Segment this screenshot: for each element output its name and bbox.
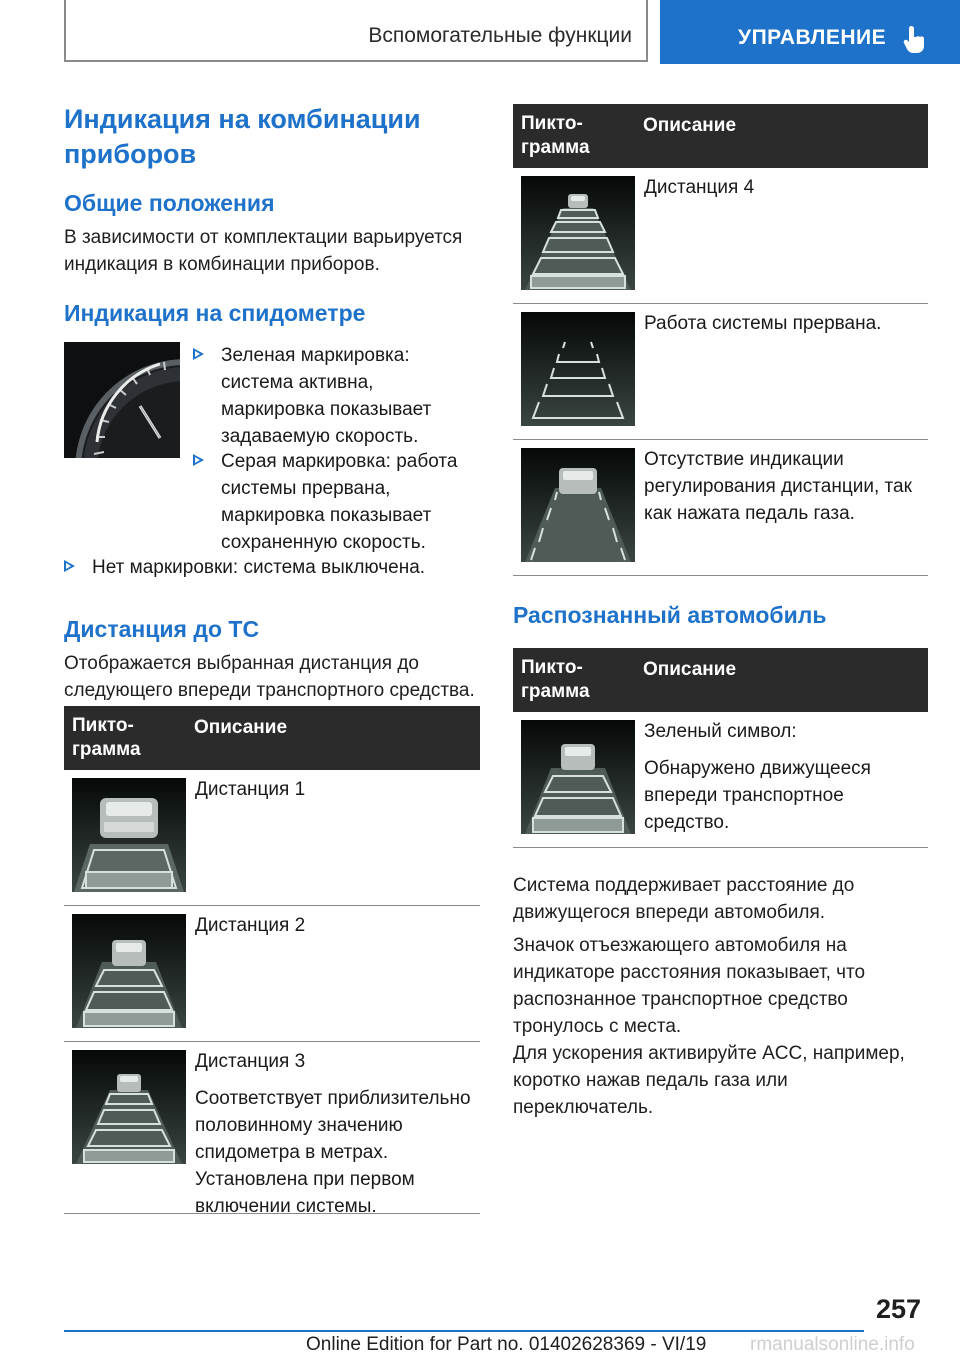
recognized-table-header — [513, 648, 928, 712]
header-chapter — [660, 0, 960, 64]
recognized-desc — [644, 718, 924, 846]
col-pictogram-label: Пикто-грамма — [72, 715, 141, 760]
header-section — [64, 0, 648, 62]
header-chapter-label: УПРАВЛЕНИЕ — [738, 26, 887, 49]
speedometer-image — [64, 342, 180, 458]
general-heading: Общие положения — [64, 190, 275, 216]
gas-pedal-desc — [644, 446, 924, 537]
row-text: Дистанция 4 — [644, 177, 755, 198]
gas-pedal-pictogram — [521, 448, 635, 562]
row-text: Отсутствие индикации регулирования дистанции, так как нажата педаль газа. — [644, 449, 912, 524]
col-pictogram-label: Пикто-грамма — [521, 657, 590, 702]
edition-text: Online Edition for Part no. 01402628369 - VI/19 — [306, 1334, 707, 1355]
para-1: Система поддерживает расстояние до движущегося впереди автомобиля. — [513, 875, 855, 923]
col-description-label: Описание — [194, 717, 288, 738]
table-row — [64, 770, 480, 906]
hand-pointer-icon — [902, 24, 928, 54]
page-number: 257 — [876, 1294, 922, 1324]
bullet-triangle-icon — [193, 454, 204, 466]
distance-table-2-header — [513, 104, 928, 168]
table-row — [513, 712, 928, 848]
recognized-heading: Распознанный автомобиль — [513, 602, 827, 628]
table-row — [64, 906, 480, 1042]
general-text: В зависимости от комплектации варьируется индикация в комбинации приборов. — [64, 227, 463, 275]
row-text: Зеленый символ: — [644, 721, 797, 742]
header-section-label: Вспомогательные функции — [368, 24, 632, 47]
row-text: Работа системы прервана. — [644, 313, 882, 334]
distance-text: Отображается выбранная дистанция до следующего впереди транспортного средства. — [64, 653, 475, 701]
interrupted-desc — [644, 310, 924, 347]
speedo-bullet-2 — [193, 448, 480, 556]
distance-3-pictogram — [72, 1050, 186, 1164]
distance-table-header — [64, 706, 480, 770]
distance-3-desc — [195, 1048, 476, 1230]
col-description-label: Описание — [643, 659, 737, 680]
distance-4-pictogram — [521, 176, 635, 290]
recognized-vehicle-pictogram — [521, 720, 635, 834]
row-extra-text: Обнаружено движущееся впереди транспортное средство. — [644, 758, 871, 833]
row-text: Дистанция 2 — [195, 915, 306, 936]
speedo-bullet-1-text: Зеленая маркировка: система активна, маркировка показывает задаваемую скорость. — [221, 345, 432, 447]
para-3: Для ускорения активируйте ACC, например, коротко нажав педаль газа или переключатель. — [513, 1043, 905, 1118]
table-row — [513, 168, 928, 304]
distance-heading: Дистанция до ТС — [64, 616, 260, 642]
page-title: Индикация на комбинации приборов — [64, 104, 421, 169]
row-extra-text: Соответствует приблизительно половинному значению спидометра в метрах. Установлена при первом включении системы. — [195, 1088, 471, 1217]
footer-divider — [64, 1330, 864, 1332]
bullet-triangle-icon — [64, 560, 75, 572]
col-description-label: Описание — [643, 115, 737, 136]
table-row — [513, 304, 928, 440]
speedo-bullet-3-text: Нет маркировки: система выключена. — [92, 557, 426, 578]
distance-1-desc — [195, 776, 476, 813]
watermark: rmanualsonline.info — [750, 1334, 915, 1355]
distance-2-desc — [195, 912, 476, 949]
bullet-triangle-icon — [193, 348, 204, 360]
table-row — [513, 440, 928, 576]
distance-4-desc — [644, 174, 924, 211]
speedo-heading: Индикация на спидометре — [64, 300, 366, 326]
speedo-bullet-1 — [193, 342, 480, 450]
para-2: Значок отъезжающего автомобиля на индикаторе расстояния показывает, что распознанное транспортное средство тронулось с места. — [513, 935, 866, 1037]
col-pictogram-label: Пикто-грамма — [521, 113, 590, 158]
table-row — [64, 1042, 480, 1217]
speedo-bullet-2-text: Серая маркировка: работа системы прервана, маркировка показывает сохраненную скорость. — [221, 451, 458, 553]
row-text: Дистанция 1 — [195, 779, 306, 800]
speedo-bullet-3 — [64, 554, 480, 581]
interrupted-pictogram — [521, 312, 635, 426]
row-text: Дистанция 3 — [195, 1051, 306, 1072]
distance-1-pictogram — [72, 778, 186, 892]
distance-2-pictogram — [72, 914, 186, 1028]
